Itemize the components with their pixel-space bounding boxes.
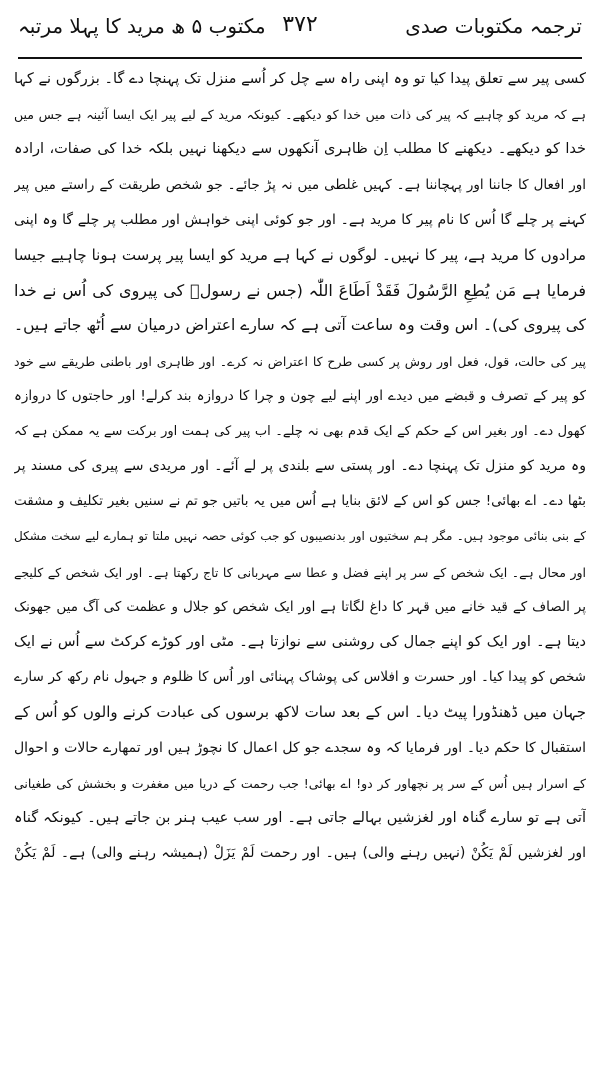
text-line: فرمایا ہے مَن یُطِعِ الرَّسُولَ فَقَدْ اَطَاعَ اللّٰہ (جس نے رسولؐ کی پیروی کی اُس نے خدا (14, 281, 586, 301)
text-line: پر الصاف کے قید خانے میں قہر کا داغ لگاتا ہے اور ایک شخص کو جلال و عظمت کی آگ میں جھونک (14, 598, 586, 615)
text-line: کے بنی بنائی موجود ہیں۔ مگر ہم سختیوں اور بدنصیبوں کو جب کوئی حصہ نہیں ملتا تو ہمارے لیے سخت مشکل (14, 529, 586, 544)
text-line: کو پیر کے تصرف و قبضے میں دیدے اور اپنے لیے چون و چرا کا دروازہ بند کرلے! اور حاجتوں کا دروازہ (14, 387, 586, 404)
text-line: خدا کو دیکھے۔ دیکھنے کا مطلب اِن ظاہری آنکھوں سے دیکھنا نہیں بلکہ خدا کی صفات، ارادہ (14, 141, 586, 158)
text-line: جہان میں ڈھنڈورا پیٹ دیا۔ اس کے بعد سات لاکھ برسوں کی عبادت کرنے والوں کو اُس کے (14, 703, 586, 722)
text-line: کسی پیر سے تعلق پیدا کیا تو وہ اپنی راہ سے چل کر اُسے منزل تک پہنچا دے گا۔ بزرگوں نے کہا (14, 71, 586, 87)
text-line: اور افعال کا جاننا اور پہچاننا ہے۔ کہیں غلطی میں نہ پڑ جائے۔ جو شخص طریقت کے راستے میں پیر (14, 176, 586, 193)
text-line: کھول دے۔ اور بغیر اس کے حکم کے ایک قدم بھی نہ چلے۔ اب پیر کی ہمت اور برکت سے یہ ممکن ہے کہ (14, 423, 586, 439)
running-head: مکتوب ۵ ھ مرید کا پہلا مرتبہ (18, 14, 266, 38)
text-line: ہے کہ مرید کو چاہیے کہ پیر کی ذات میں خدا کو دیکھے۔ کیونکہ مرید کے لیے پیر ایک ایسا آئینہ ہے جس میں (14, 107, 586, 123)
text-line: بٹھا دے۔ اے بھائی! جس کو اس کے لائق بنایا ہے اُس میں یہ باتیں جو تم نے سنیں بغیر تکلیف و مشقت (14, 493, 586, 510)
text-line: پیر کی حالت، قول، فعل اور روش پر کسی طرح کا اعتراض نہ کرے۔ اور ظاہری اور باطنی طریقے سے خود (14, 353, 586, 369)
text-line: دیتا ہے۔ اور ایک کو اپنے جمال کی روشنی سے نوازتا ہے۔ مٹی اور کوڑے کرکٹ سے اُس نے ایک (14, 634, 586, 650)
body-text (14, 62, 586, 871)
text-line: اور محال ہے۔ ایک شخص کے سر پر اپنے فضل و عطا سے مہربانی کا تاج رکھتا ہے۔ اور ایک شخص کے کلیجے (14, 564, 586, 580)
text-line: وہ مرید کو منزل تک پہنچا دے۔ اور پستی سے بلندی پر لے آئے۔ اور مریدی سے پیری کی مسند پر (14, 458, 586, 475)
text-line: استقبال کا حکم دیا۔ اور فرمایا کہ وہ سجدے جو کل اعمال کا نچوڑ ہیں اور تمھارے حالات و احوال (14, 739, 586, 756)
text-line: اور لغزشیں لَمْ یَکُنْ (نہیں رہنے والی) ہیں۔ اور رحمت لَمْ یَزَلْ (ہمیشہ رہنے والی) ہے۔ لَمْ یَکُنْ (14, 845, 586, 862)
page-header (18, 6, 582, 54)
page-number: ۳۷۲ (282, 12, 318, 37)
text-line: شخص کو پیدا کیا۔ اور حسرت و افلاس کی پوشاک پہنائی اور اُس کا ظلوم و جہول نام رکھ کر سارے (14, 669, 586, 686)
text-line: مرادوں کا مرید ہے، پیر کا نہیں۔ لوگوں نے کہا ہے مرید کو ایسا پیر پرست ہونا چاہیے جیسا (14, 245, 586, 264)
text-line: کی پیروی کی)۔ اس وقت وہ ساعت آتی ہے کہ سارے اعتراض درمیان سے اُٹھ جاتے ہیں۔ (14, 316, 586, 335)
text-line: کے اسرار ہیں اُس کے سر پر نچھاور کر دو! اے بھائی! جب رحمت کے دریا میں مغفرت و بخشش کی طغیانی (14, 775, 586, 791)
header-divider (18, 57, 582, 59)
text-line: کہنے پر چلے گا اُس کا نام پیر کا مرید ہے۔ اور جو کوئی اپنی خواہش اور مطلب پر چلے گا وہ اپنی (14, 211, 586, 228)
text-line: آتی ہے تو سارے گناہ اور لغزشیں بہالے جاتی ہے۔ اور سب عیب ہنر بن جاتے ہیں۔ کیونکہ گناہ (14, 809, 586, 826)
book-title: ترجمہ مکتوبات صدی (405, 14, 582, 38)
